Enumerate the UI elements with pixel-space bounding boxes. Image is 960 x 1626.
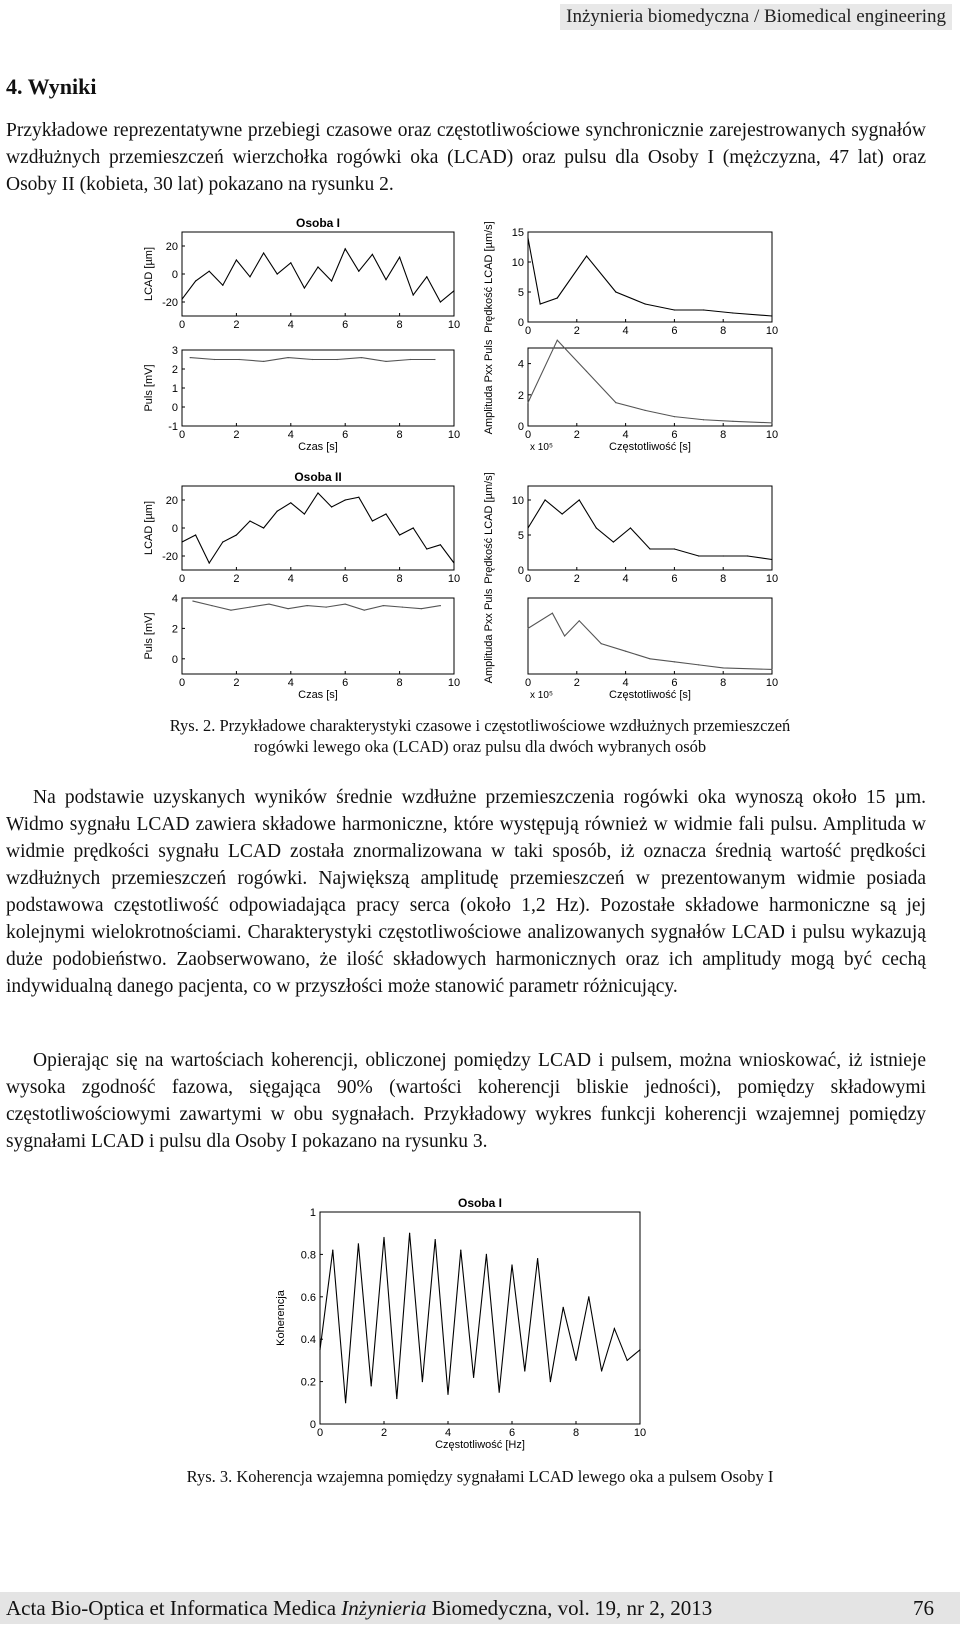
x-tick-label: 8 [396, 319, 403, 331]
axes-frame [528, 348, 772, 426]
data-point [426, 548, 427, 549]
axes-frame [182, 350, 454, 426]
data-point [263, 361, 264, 362]
x-tick-label: 6 [342, 319, 349, 331]
footer-volume: , vol. 19, nr 2, 2013 [547, 1596, 713, 1620]
x-tick-label: 8 [396, 677, 403, 689]
data-point [440, 301, 441, 302]
data-point [550, 1381, 551, 1382]
y-tick-label: 2 [517, 389, 524, 402]
data-point [674, 309, 675, 310]
data-point [317, 266, 318, 267]
data-point [422, 1381, 423, 1382]
section-title: 4. Wyniki [6, 74, 97, 99]
data-point [383, 1237, 384, 1238]
figure-2-caption-line-2: rogówki lewego oka (LCAD) oraz pulsu dla dwóch wybranych osób [253, 737, 707, 756]
figure-3 [268, 1184, 688, 1464]
data-point [358, 1243, 359, 1244]
y-tick-label: 0 [517, 317, 524, 329]
data-point [674, 416, 675, 417]
data-point [499, 1392, 500, 1393]
x-tick-label: 0 [524, 677, 532, 689]
y-tick-label: -20 [162, 551, 178, 563]
data-point [540, 303, 541, 304]
data-point [385, 361, 386, 362]
paragraph-1: Przykładowe reprezentatywne przebiegi czasowe oraz częstotliwościowe synchronicznie zarejestrowanych sygnałów wzdłużnych przemieszczeń wierzchołka rogówki oka (LCAD) oraz pulsu dla Osoby I (mężczyzna, 47 lat) oraz Osoby II (kobieta, 30 lat) pokazano na rysunku 2. [6, 120, 926, 195]
footer-journal-part-1: Acta Bio-Optica et Informatica Medica [6, 1596, 342, 1620]
data-point [358, 271, 359, 272]
page-number: 76 [913, 1596, 934, 1620]
chart-title: Osoba II [294, 470, 342, 484]
data-point [674, 661, 675, 662]
y-tick-label: 10 [511, 257, 524, 269]
data-point [331, 506, 332, 507]
paragraph-3: Opierając się na wartościach koherencji, obliczonej pomiędzy LCAD i pulsem, można wnioskować, iż istnieje wysoka zgodność fazowa, sięgająca 90% (wartości koherencji bliskie jedności), pomiędzy składowymi częstotliwościowymi zawartymi w obu sygnałach. Przykładowy wykres funkcji koherencji wzajemnej pomiędzy sygnałami LCAD i pulsu dla Osoby I pokazano na rysunku 3. [6, 1050, 926, 1152]
y-axis-label: Koherencja [275, 1290, 287, 1346]
y-tick-label: 4 [171, 593, 178, 605]
data-point [524, 1370, 525, 1371]
x-tick-label: 6 [671, 325, 678, 337]
data-point [385, 513, 386, 514]
x-tick-label: 4 [622, 429, 629, 441]
data-point [601, 1370, 602, 1371]
data-point [588, 1296, 589, 1297]
footer-journal [6, 1596, 712, 1621]
x-tick-label: 4 [287, 573, 294, 585]
data-point [460, 1250, 461, 1251]
data-point [627, 1360, 628, 1361]
x-tick-label: 6 [342, 429, 349, 441]
data-point [614, 1328, 615, 1329]
data-point [326, 607, 327, 608]
y-axis-label: Puls [mV] [143, 364, 155, 412]
data-point [771, 559, 772, 560]
data-point [410, 359, 411, 360]
y-tick-label: 0 [171, 523, 178, 535]
data-point [263, 527, 264, 528]
x-tick-label: 6 [671, 429, 678, 441]
x-tick-label: 8 [720, 429, 727, 441]
data-point [385, 279, 386, 280]
data-point [732, 421, 733, 422]
data-point [304, 513, 305, 514]
x-tick-label: 2 [573, 677, 580, 689]
data-point [290, 502, 291, 503]
data-point [771, 422, 772, 423]
data-point [486, 1254, 487, 1255]
data-point [277, 511, 278, 512]
data-point [552, 613, 553, 614]
data-point [399, 534, 400, 535]
y-tick-label: 5 [517, 530, 524, 542]
data-point [361, 357, 362, 358]
data-point [563, 1307, 564, 1308]
data-point [249, 276, 250, 277]
data-point [239, 359, 240, 360]
y-tick-label: 0 [171, 269, 178, 281]
series-line [320, 1233, 640, 1403]
y-tick-label: 20 [165, 495, 178, 507]
axis-multiplier: x 10⁵ [530, 690, 554, 701]
x-tick-label: 8 [396, 573, 403, 585]
data-point [413, 527, 414, 528]
x-tick-label: 0 [178, 319, 186, 331]
x-tick-label: 6 [671, 573, 678, 585]
x-tick-label: 4 [622, 325, 629, 337]
data-point [214, 359, 215, 360]
data-point [364, 610, 365, 611]
data-point [703, 309, 704, 310]
x-tick-label: 6 [342, 677, 349, 689]
x-tick-label: 10 [447, 429, 461, 441]
y-tick-label: 0 [517, 565, 524, 577]
data-point [287, 608, 288, 609]
footer [0, 1592, 960, 1624]
y-tick-label: 3 [171, 345, 178, 357]
x-tick-label: 0 [524, 325, 532, 337]
figure-3-caption: Rys. 3. Koherencja wzajemna pomiędzy sygnałami LCAD lewego oka a pulsem Osoby I [186, 1467, 774, 1486]
data-point [557, 297, 558, 298]
y-tick-label: 5 [517, 287, 524, 299]
y-axis-label: Amplituda Pxx Puls [483, 339, 495, 435]
x-tick-label: 10 [447, 573, 461, 585]
chart-1 [143, 345, 460, 453]
data-point [723, 667, 724, 668]
chart-3 [483, 339, 778, 453]
data-point [649, 658, 650, 659]
data-point [579, 620, 580, 621]
data-point [586, 371, 587, 372]
x-tick-label: 4 [287, 429, 294, 441]
figure-2-caption [60, 715, 900, 757]
x-tick-label: 6 [508, 1427, 516, 1439]
data-point [421, 608, 422, 609]
y-tick-label: 0 [171, 653, 178, 666]
x-tick-label: 4 [622, 677, 629, 689]
data-point [575, 1360, 576, 1361]
x-tick-label: 10 [633, 1427, 647, 1439]
x-tick-label: 2 [233, 677, 240, 689]
data-point [440, 605, 441, 606]
data-point [434, 359, 435, 360]
data-point [453, 290, 454, 291]
x-tick-label: 0 [316, 1427, 324, 1439]
data-point [371, 1385, 372, 1386]
data-point [747, 555, 748, 556]
data-point [698, 664, 699, 665]
data-point [211, 605, 212, 606]
data-point [596, 527, 597, 528]
x-tick-label: 8 [720, 677, 727, 689]
x-tick-label: 10 [447, 677, 461, 689]
x-axis-label: Częstotliwość [Hz] [435, 1439, 525, 1451]
chart-8 [275, 1196, 646, 1451]
x-tick-label: 10 [447, 319, 461, 331]
data-point [345, 603, 346, 604]
data-point [426, 276, 427, 277]
figure-2 [130, 208, 810, 708]
data-point [345, 248, 346, 249]
data-point [358, 497, 359, 498]
x-tick-label: 0 [524, 573, 532, 585]
x-tick-label: 6 [671, 677, 678, 689]
data-point [402, 607, 403, 608]
x-tick-label: 8 [572, 1427, 580, 1439]
x-tick-label: 2 [233, 429, 240, 441]
chart-5 [143, 593, 460, 701]
x-tick-label: 2 [573, 429, 580, 441]
x-tick-label: 2 [233, 319, 240, 331]
series-line [182, 249, 454, 302]
data-point [312, 359, 313, 360]
axes-frame [528, 486, 772, 570]
chart-title: Osoba I [457, 1196, 503, 1210]
data-point [557, 340, 558, 341]
series-line [528, 613, 772, 669]
x-axis-label: Czas [s] [298, 689, 338, 701]
data-point [564, 635, 565, 636]
x-tick-label: 4 [444, 1427, 452, 1439]
y-tick-label: 15 [511, 227, 524, 239]
y-axis-label: Puls [mV] [143, 612, 155, 660]
data-point [181, 541, 182, 542]
data-point [639, 1349, 640, 1350]
y-tick-label: 0.8 [300, 1249, 316, 1262]
data-point [435, 1239, 436, 1240]
axes-frame [528, 232, 772, 322]
data-point [290, 262, 291, 263]
data-point [319, 1349, 320, 1350]
data-point [331, 280, 332, 281]
data-point [409, 1233, 410, 1234]
data-point [195, 280, 196, 281]
x-axis-label: Częstotliwość [s] [609, 441, 691, 453]
y-tick-label: 0.2 [300, 1376, 316, 1389]
x-tick-label: 6 [342, 573, 349, 585]
y-axis-label: Prędkość LCAD [µm/s] [483, 221, 495, 333]
data-point [249, 520, 250, 521]
data-point [613, 541, 614, 542]
data-point [263, 252, 264, 253]
data-point [345, 1402, 346, 1403]
data-point [630, 527, 631, 528]
data-point [345, 499, 346, 500]
running-header: Inżynieria biomedyczna / Biomedical engineering [560, 4, 952, 30]
x-tick-label: 0 [524, 429, 532, 441]
y-tick-label: 10 [511, 495, 524, 507]
y-tick-label: 0 [517, 421, 524, 433]
data-point [372, 254, 373, 255]
data-point [447, 1394, 448, 1395]
y-tick-label: 4 [517, 358, 524, 371]
data-point [440, 544, 441, 545]
x-axis-label: Czas [s] [298, 441, 338, 453]
x-tick-label: 0 [178, 429, 186, 441]
x-tick-label: 8 [720, 325, 727, 337]
data-point [615, 291, 616, 292]
data-point [372, 520, 373, 521]
data-point [579, 499, 580, 500]
data-point [383, 605, 384, 606]
x-tick-label: 2 [233, 573, 240, 585]
data-point [645, 410, 646, 411]
chart-6 [483, 472, 778, 585]
data-point [771, 669, 772, 670]
y-axis-label: LCAD [µm] [143, 500, 155, 556]
data-point [209, 271, 210, 272]
data-point [336, 359, 337, 360]
x-tick-label: 4 [287, 319, 294, 331]
data-point [268, 603, 269, 604]
axes-frame [182, 598, 454, 674]
data-point [399, 257, 400, 258]
y-tick-label: 1 [171, 383, 178, 395]
y-axis-label: Amplituda Pxx Puls [483, 588, 495, 684]
data-point [304, 287, 305, 288]
data-point [332, 1250, 333, 1251]
data-point [317, 492, 318, 493]
x-tick-label: 10 [765, 325, 779, 337]
x-tick-label: 10 [765, 573, 779, 585]
x-tick-label: 0 [178, 573, 186, 585]
data-point [645, 303, 646, 304]
footer-journal-italic: Inżynieria [341, 1596, 427, 1620]
data-point [195, 534, 196, 535]
x-tick-label: 10 [765, 677, 779, 689]
data-point [249, 607, 250, 608]
x-tick-label: 2 [573, 325, 580, 337]
data-point [230, 610, 231, 611]
data-point [236, 534, 237, 535]
y-tick-label: 0 [171, 402, 178, 414]
y-tick-label: 1 [309, 1207, 316, 1219]
data-point [222, 285, 223, 286]
y-tick-label: -20 [162, 297, 178, 309]
y-tick-label: 2 [171, 623, 178, 636]
y-tick-label: 0.4 [300, 1334, 316, 1347]
data-point [586, 255, 587, 256]
data-point [562, 513, 563, 514]
chart-title: Osoba I [295, 216, 341, 230]
x-tick-label: 2 [573, 573, 580, 585]
y-axis-label: LCAD [µm] [143, 246, 155, 302]
data-point [190, 357, 191, 358]
data-point [527, 237, 528, 238]
data-point [453, 562, 454, 563]
data-point [511, 1264, 512, 1265]
footer-journal-part-2: Biomedyczna [426, 1596, 548, 1620]
data-point [732, 312, 733, 313]
data-point [625, 651, 626, 652]
y-tick-label: 0 [309, 1419, 316, 1431]
x-tick-label: 10 [765, 429, 779, 441]
paragraph-2: Na podstawie uzyskanych wyników średnie wzdłużne przemieszczenia rogówki oka wynoszą około 15 µm. Widmo sygnału LCAD zawiera składowe harmoniczne, które występują również w widmie fali pulsu. Amplituda w widmie prędkości sygnału LCAD została znormalizowana w taki sposób, iż oznacza średnią wartość prędkości wzdłużnych przemieszczeń rogówki. Największą amplitudę przemieszczeń w prezentowanym widmie posiada podstawowa częstotliwość odpowiadająca pracy serca (około 1,2 Hz). Pozostałe składowe harmoniczne są jej kolejnymi wielokrotnościami. Charakterystyki częstotliwościowe analizowanych sygnałów LCAD i pulsu wykazują duże podobieństwo. Zaobserwowano, że ilość składowych harmonicznych oraz ich amplitudy mogą być cechą indywidualną danego pacjenta, co w przyszłości może stanowić parametr różnicujący. [6, 787, 926, 997]
chart-2 [483, 221, 778, 337]
data-point [192, 600, 193, 601]
chart-0 [143, 216, 460, 331]
x-tick-label: 8 [396, 429, 403, 441]
data-point [236, 259, 237, 260]
data-point [527, 628, 528, 629]
chart-4 [143, 470, 460, 585]
axes-frame [182, 232, 454, 316]
data-point [527, 402, 528, 403]
data-point [287, 357, 288, 358]
data-point [698, 555, 699, 556]
data-point [537, 1258, 538, 1259]
data-point [396, 1398, 397, 1399]
data-point [601, 643, 602, 644]
data-point [413, 294, 414, 295]
x-tick-label: 0 [178, 677, 186, 689]
axis-multiplier: x 10⁵ [530, 442, 554, 453]
data-point [723, 555, 724, 556]
x-tick-label: 8 [720, 573, 727, 585]
data-point [527, 527, 528, 528]
x-tick-label: 4 [287, 677, 294, 689]
data-point [544, 499, 545, 500]
data-point [615, 402, 616, 403]
y-tick-label: -1 [168, 421, 178, 433]
x-axis-label: Częstotliwość [s] [609, 689, 691, 701]
data-point [222, 541, 223, 542]
data-point [771, 315, 772, 316]
data-point [649, 548, 650, 549]
y-tick-label: 2 [171, 364, 178, 376]
data-point [181, 299, 182, 300]
data-point [473, 1377, 474, 1378]
y-tick-label: 0.6 [300, 1291, 316, 1304]
x-tick-label: 4 [622, 573, 629, 585]
series-line [528, 238, 772, 316]
data-point [307, 605, 308, 606]
figure-2-caption-line-1: Rys. 2. Przykładowe charakterystyki czasowe i częstotliwościowe wzdłużnych przemieszczeń [169, 716, 791, 735]
chart-7 [483, 588, 778, 701]
series-line [528, 500, 772, 560]
data-point [277, 273, 278, 274]
series-line [193, 601, 441, 610]
data-point [674, 548, 675, 549]
series-line [528, 340, 772, 423]
y-tick-label: 20 [165, 241, 178, 253]
data-point [209, 562, 210, 563]
y-axis-label: Prędkość LCAD [µm/s] [483, 472, 495, 584]
x-tick-label: 2 [380, 1427, 388, 1439]
data-point [703, 419, 704, 420]
